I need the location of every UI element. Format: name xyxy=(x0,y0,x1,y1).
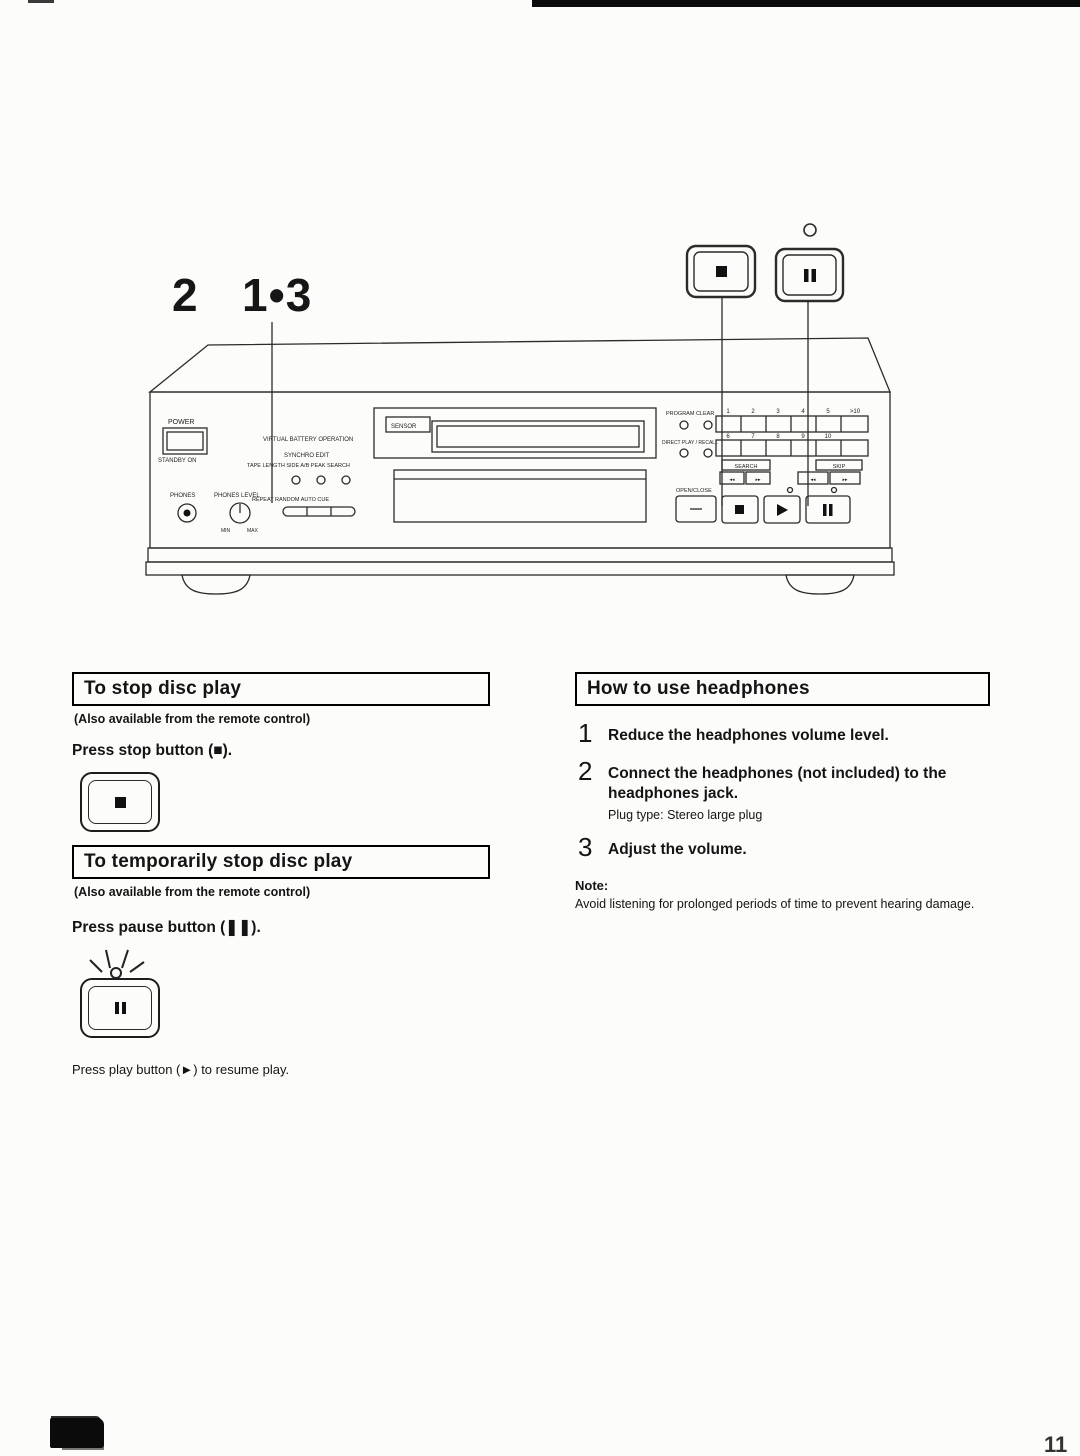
tape-length-label: TAPE LENGTH SIDE A/B PEAK SEARCH xyxy=(247,463,350,469)
pause-button-illustration xyxy=(80,978,160,1038)
indicator-rays xyxy=(84,942,156,980)
search-label: SEARCH xyxy=(734,464,758,470)
program-clear-buttons xyxy=(662,411,718,457)
pause-icon xyxy=(823,504,827,516)
skip-fwd-icon: ▸▸ xyxy=(842,477,848,483)
section-header-stop xyxy=(72,672,490,706)
step-2-text: Connect the headphones (not included) to the headphones jack. xyxy=(608,765,947,803)
key-9-label: 9 xyxy=(801,434,805,440)
indicator-dot xyxy=(832,488,837,493)
step-3-number: 3 xyxy=(578,832,593,862)
skip-label: SKIP xyxy=(832,464,846,470)
direct-recall-label: DIRECT PLAY / RECALL xyxy=(662,440,718,446)
pause-icon xyxy=(812,269,817,282)
key-5-label: 5 xyxy=(826,409,830,415)
synchro-edit-label: SYNCHRO EDIT xyxy=(284,453,330,459)
section-title-headphones: How to use headphones xyxy=(587,678,810,699)
instruction-pause: Press pause button (❚❚). xyxy=(72,919,261,936)
key-10-label: 10 xyxy=(824,434,832,440)
search-buttons xyxy=(720,460,770,484)
min-label: MIN xyxy=(221,528,231,534)
callout-lines xyxy=(272,297,808,506)
section-title-pause: To temporarily stop disc play xyxy=(84,851,353,872)
stop-icon xyxy=(115,797,126,808)
section-title-stop: To stop disc play xyxy=(84,678,242,699)
scan-edge-bar xyxy=(532,0,1080,7)
key-7-label: 7 xyxy=(751,434,755,440)
program-clear-label: PROGRAM CLEAR xyxy=(666,411,715,417)
section-header-pause xyxy=(72,845,490,879)
stop-icon xyxy=(735,505,744,514)
scan-edge-mark xyxy=(28,0,54,3)
step-1-text: Reduce the headphones volume level. xyxy=(608,727,889,744)
step-3-text: Adjust the volume. xyxy=(608,841,747,858)
rewind-icon: ◂◂ xyxy=(729,477,735,483)
forward-icon: ▸▸ xyxy=(755,477,761,483)
repeat-random-label: REPEAT RANDOM AUTO CUE xyxy=(252,497,330,503)
power-button xyxy=(158,419,207,464)
pause-icon xyxy=(122,1002,126,1014)
resume-note: Press play button (►) to resume play. xyxy=(72,1062,290,1077)
phones-level-label: PHONES LEVEL xyxy=(214,493,260,499)
power-label: POWER xyxy=(168,419,195,426)
edit-function-labels xyxy=(247,437,355,516)
numeric-keys xyxy=(716,409,868,456)
step-2-subtext: Plug type: Stereo large plug xyxy=(608,808,763,822)
indicator-dot xyxy=(788,488,793,493)
key-8-label: 8 xyxy=(776,434,780,440)
key-3-label: 3 xyxy=(776,409,780,415)
remote-note-stop: (Also available from the remote control) xyxy=(74,712,311,726)
max-label: MAX xyxy=(247,528,258,534)
standby-label: STANDBY ON xyxy=(158,458,197,464)
key-2-label: 2 xyxy=(751,409,755,415)
play-icon xyxy=(777,504,788,516)
scan-artifact xyxy=(50,1418,104,1448)
note-label: Note: xyxy=(575,878,609,893)
remote-note-pause: (Also available from the remote control) xyxy=(74,885,311,899)
device-foot xyxy=(182,575,250,594)
display-window xyxy=(374,408,656,458)
stop-icon xyxy=(716,266,727,277)
phones-label: PHONES xyxy=(170,493,196,499)
disc-tray xyxy=(394,470,646,522)
key-1-label: 1 xyxy=(726,409,730,415)
device-illustration xyxy=(0,180,1080,650)
key-6-label: 6 xyxy=(726,434,730,440)
page-number: 11 xyxy=(1044,1432,1068,1456)
pause-icon xyxy=(115,1002,119,1014)
step-1-number: 1 xyxy=(578,718,593,748)
callout-number-1-3: 1•3 xyxy=(242,269,313,321)
step-2-number: 2 xyxy=(578,756,593,786)
pause-transport-button xyxy=(806,496,850,523)
callout-stop-button xyxy=(687,246,755,297)
open-close-label: OPEN/CLOSE xyxy=(676,488,712,494)
callout-number-2: 2 xyxy=(172,269,199,321)
key-gt10-label: >10 xyxy=(849,409,861,415)
pause-icon xyxy=(829,504,833,516)
note-text: Avoid listening for prolonged periods of time to prevent hearing damage. xyxy=(575,897,975,911)
section-header-headphones xyxy=(575,672,990,706)
sensor-label: SENSOR xyxy=(391,424,417,430)
skip-back-icon: ◂◂ xyxy=(810,477,816,483)
stop-button-face xyxy=(88,780,152,824)
callout-pause-button xyxy=(776,224,843,301)
key-4-label: 4 xyxy=(801,409,805,415)
pause-icon xyxy=(804,269,809,282)
transport-buttons xyxy=(676,488,850,524)
device-foot xyxy=(786,575,854,594)
mode-button-row xyxy=(283,507,355,516)
virtual-battery-label: VIRTUAL BATTERY OPERATION xyxy=(263,437,354,443)
indicator-circle xyxy=(804,224,816,236)
instruction-stop: Press stop button (■). xyxy=(72,742,233,759)
stop-button-illustration xyxy=(80,772,160,832)
phones-jack xyxy=(170,493,196,522)
pause-button-face xyxy=(88,986,152,1030)
